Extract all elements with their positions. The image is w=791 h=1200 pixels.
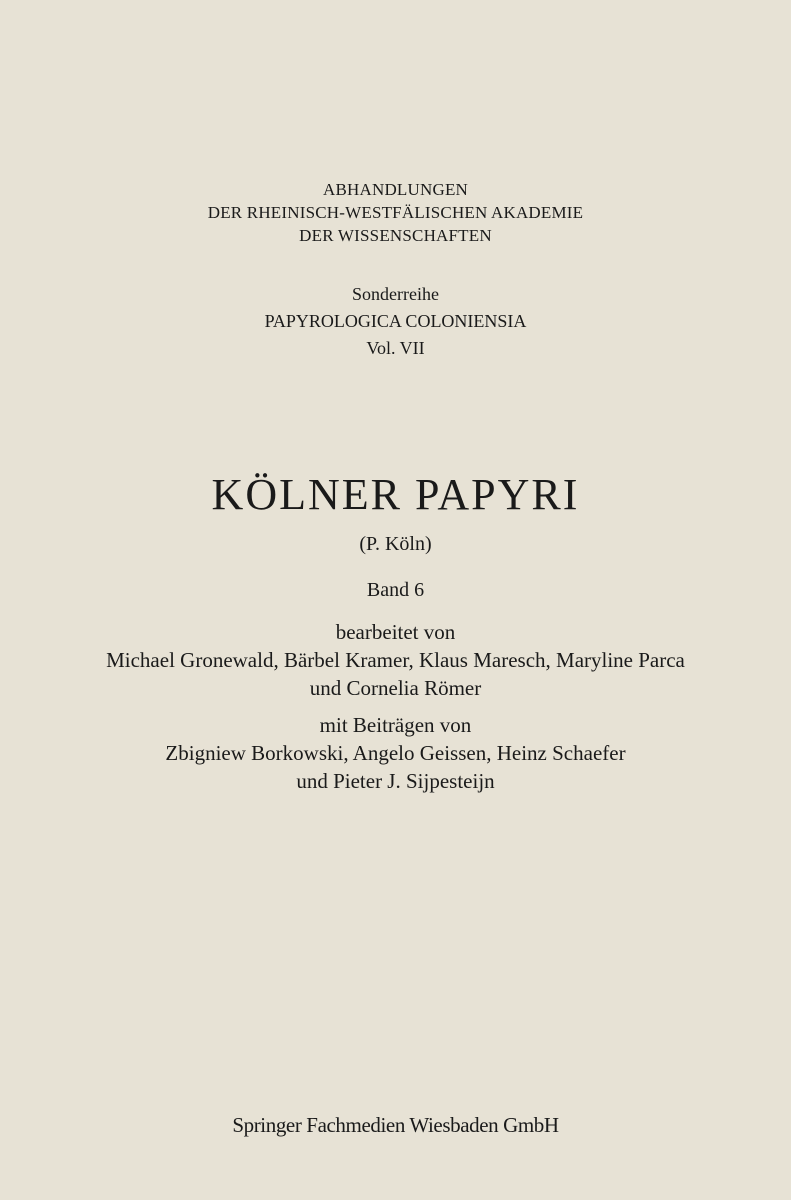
sonderreihe-label: Sonderreihe [352,284,439,304]
publisher-name: Springer Fachmedien Wiesbaden GmbH [232,1113,559,1137]
series-line-2: DER RHEINISCH-WESTFÄLISCHEN AKADEMIE [207,203,584,222]
contributors-line-2: und Pieter J. Sijpesteijn [296,769,495,793]
editors-line-1: Michael Gronewald, Bärbel Kramer, Klaus Maresch, Maryline Parca [106,648,685,672]
band-number: Band 6 [366,579,425,601]
volume-number: Vol. VII [366,338,425,358]
series-line-3: DER WISSENSCHAFTEN [299,226,492,245]
contributors-intro: mit Beiträgen von [319,713,472,737]
book-title: KÖLNER PAPYRI [211,470,580,519]
contributors-line-1: Zbigniew Borkowski, Angelo Geissen, Heinz Schaefer [165,741,626,765]
series-line-1: ABHANDLUNGEN [323,180,468,199]
sonderreihe-name: PAPYROLOGICA COLONIENSIA [264,311,527,331]
title-abbreviation: (P. Köln) [359,533,432,555]
editors-line-2: und Cornelia Römer [309,676,482,700]
editors-intro: bearbeitet von [335,620,456,644]
